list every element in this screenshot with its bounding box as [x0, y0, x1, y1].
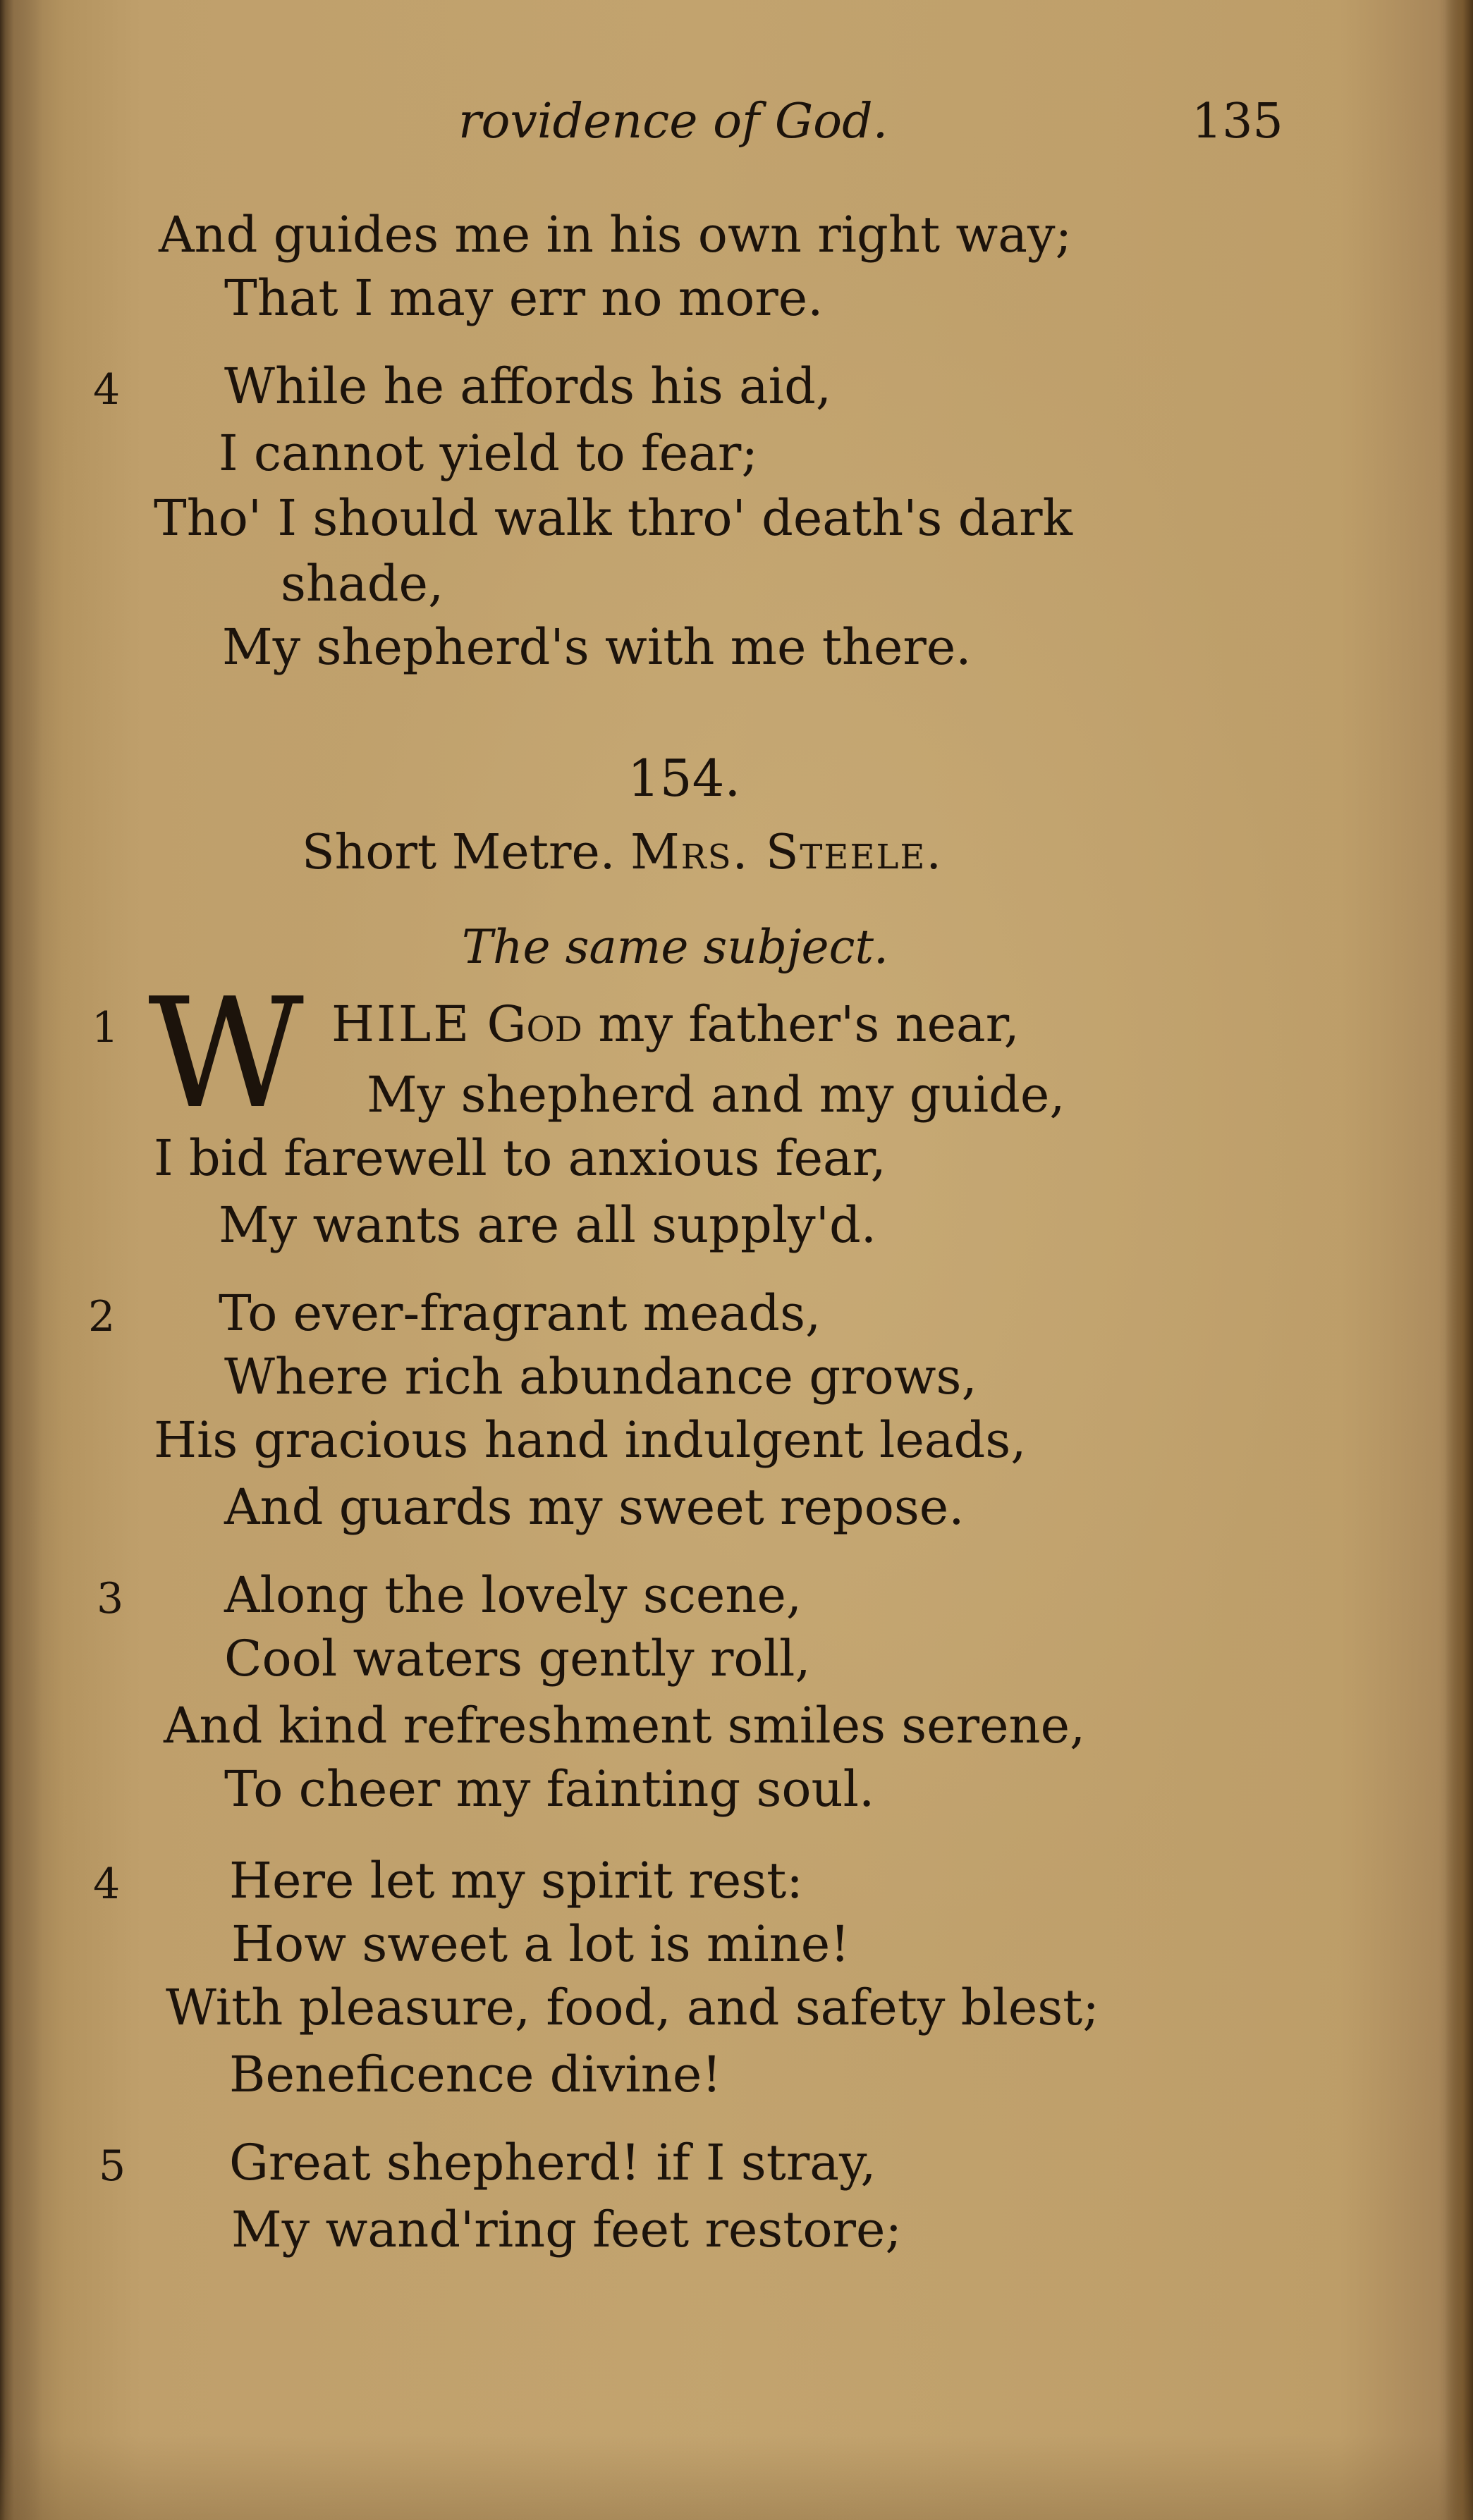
page-right-edge-shadow — [1445, 0, 1473, 2520]
divine-name: God — [487, 995, 582, 1053]
verse-line: My shepherd and my guide, — [367, 1066, 1065, 1124]
verse-line: My shepherd's with me there. — [222, 618, 972, 676]
running-title: rovidence of God. — [458, 94, 888, 149]
stanza-number: 1 — [92, 1003, 119, 1052]
hymn-author: Mrs. Steele. — [630, 825, 943, 880]
verse-line: With pleasure, food, and safety blest; — [166, 1979, 1099, 2036]
hymn-number: 154. — [628, 749, 741, 808]
verse-line: How sweet a lot is mine! — [231, 1915, 850, 1973]
page-left-edge-shadow — [0, 0, 42, 2520]
first-word-rest: HILE — [331, 995, 472, 1053]
hymn-meter-author-line — [302, 819, 943, 887]
verse-line: Here let my spirit rest: — [229, 1852, 803, 1910]
running-header — [0, 90, 1473, 154]
verse-line: Great shepherd! if I stray, — [229, 2134, 876, 2192]
verse-line: My wand'ring feet restore; — [231, 2201, 902, 2258]
verse-line: And guards my sweet repose. — [224, 1478, 965, 1536]
hymn-meter: Short Metre. — [302, 825, 616, 880]
stanza-number: 2 — [88, 1292, 116, 1341]
line-rest: my father's near, — [598, 995, 1020, 1053]
verse-line: My wants are all supply'd. — [219, 1196, 877, 1254]
stanza-number: 4 — [93, 365, 121, 414]
verse-line: To ever-fragrant meads, — [219, 1284, 821, 1342]
drop-cap: W — [148, 965, 304, 1142]
verse-line: I cannot yield to fear; — [219, 424, 758, 482]
stanza-number: 5 — [99, 2141, 126, 2191]
verse-line: Cool waters gently roll, — [224, 1630, 811, 1688]
continuation-line: That I may err no more. — [224, 269, 824, 327]
hymn-subject: The same subject. — [462, 920, 889, 974]
verse-line-first — [331, 990, 1020, 1058]
verse-line: Where rich abundance grows, — [224, 1348, 977, 1406]
verse-line: shade, — [281, 555, 444, 613]
verse-line: Tho' I should walk thro' death's dark — [154, 489, 1073, 547]
stanza-number: 3 — [97, 1574, 124, 1623]
verse-line: And kind refreshment smiles serene, — [164, 1697, 1086, 1754]
verse-line: His gracious hand indulgent leads, — [154, 1411, 1027, 1469]
page-bottom-shading — [0, 2435, 1473, 2520]
stanza-number: 4 — [93, 1860, 121, 1909]
page-number: 135 — [1192, 94, 1283, 149]
verse-line: I bid farewell to anxious fear, — [154, 1129, 886, 1187]
verse-line: Along the lovely scene, — [224, 1566, 802, 1624]
verse-line: Beneficence divine! — [229, 2046, 722, 2103]
verse-line: While he affords his aid, — [224, 357, 832, 415]
verse-line: To cheer my fainting soul. — [224, 1760, 875, 1818]
continuation-line: And guides me in his own right way; — [159, 206, 1072, 264]
